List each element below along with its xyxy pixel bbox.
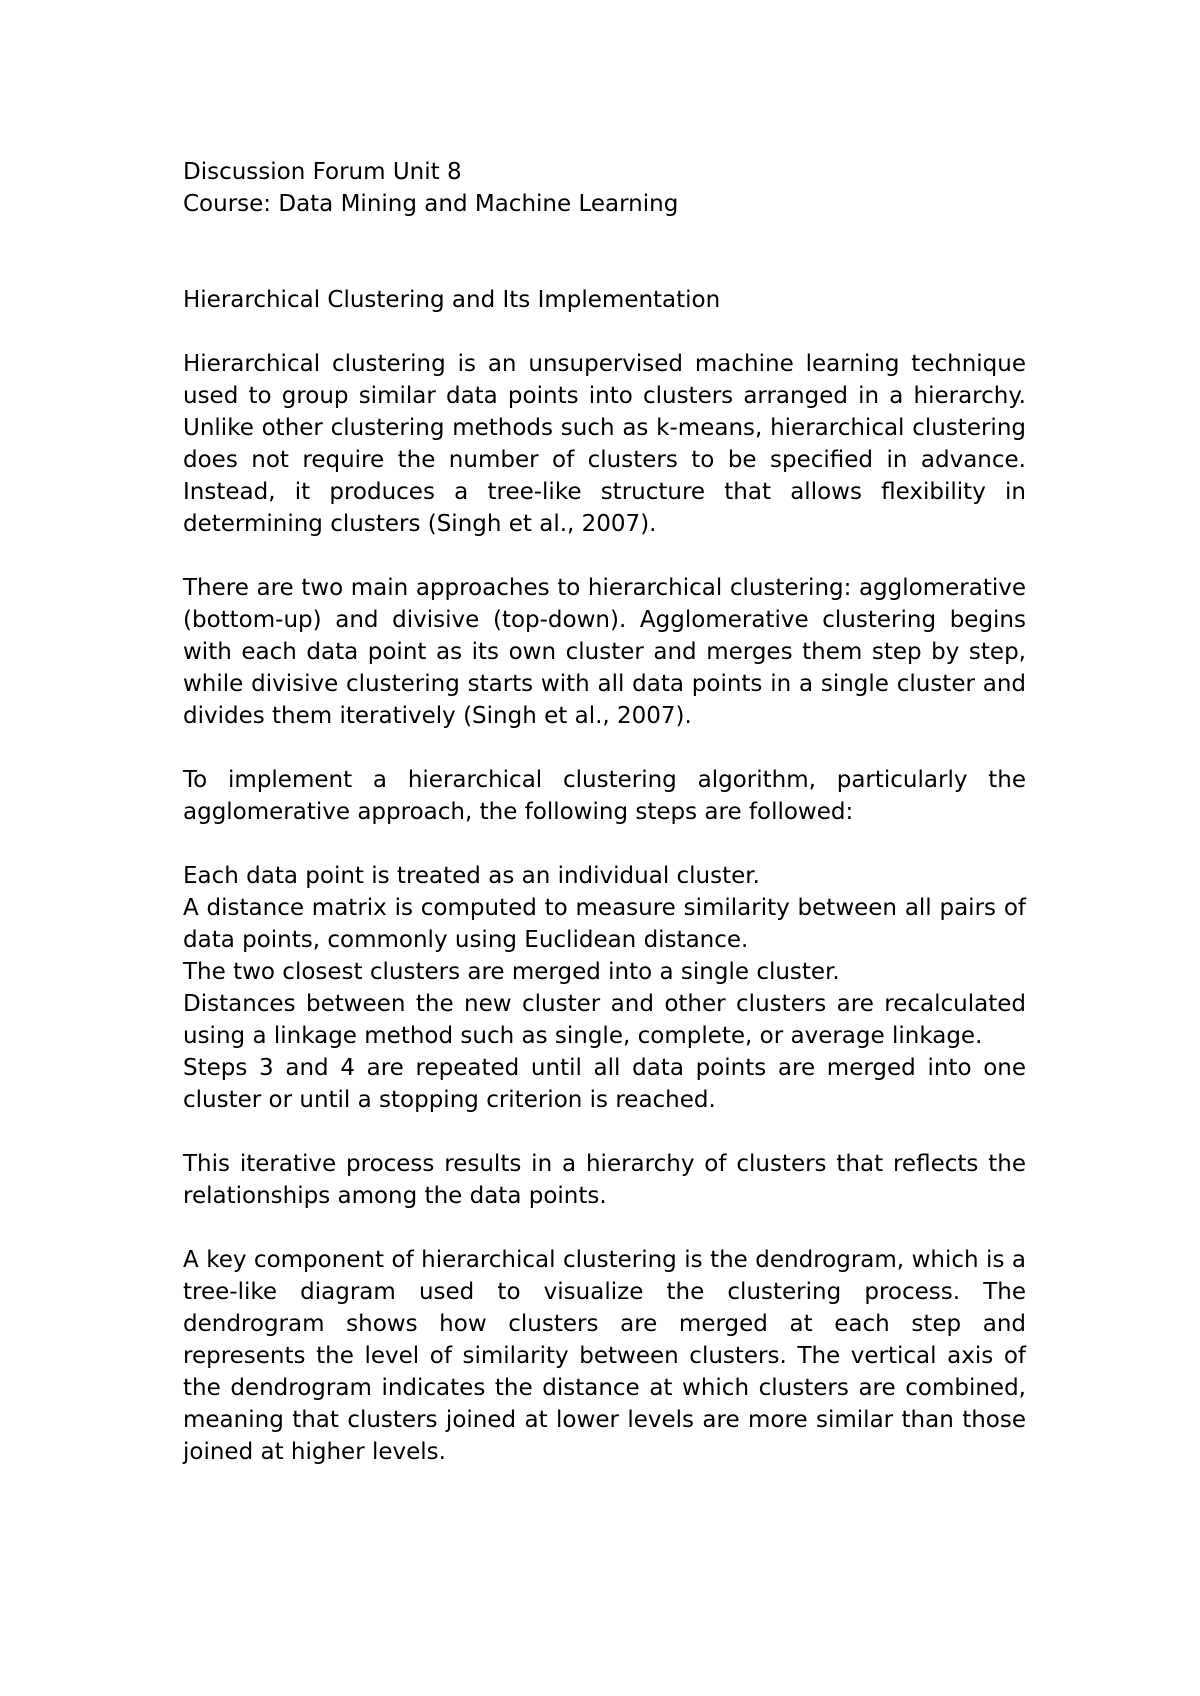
list-item: A distance matrix is computed to measure similarity between all pairs of data points, commonly using Euclidean distance. [183,895,1026,953]
list-item: The two closest clusters are merged into a single cluster. [183,959,840,985]
implementation-paragraph: To implement a hierarchical clustering algorithm, particularly the agglomerative approach, the following steps are followed: [183,767,1026,825]
dendrogram-paragraph: A key component of hierarchical clustering is the dendrogram, which is a tree-like diagram used to visualize the clustering process. The dendrogram shows how clusters are merged at each step and represents the level of similarity between clusters. The vertical axis of the dendrogram indicates the distance at which clusters are combined, meaning that clusters joined at lower levels are more similar than those joined at higher levels. [183,1247,1026,1465]
iterative-process-paragraph: This iterative process results in a hierarchy of clusters that reflects the relationships among the data points. [183,1151,1026,1209]
spacer [183,316,1026,348]
document-title: Hierarchical Clustering and Its Implementation [183,287,721,313]
list-item: Steps 3 and 4 are repeated until all data points are merged into one cluster or until a stopping criterion is reached. [183,1055,1026,1113]
intro-paragraph: Hierarchical clustering is an unsupervised machine learning technique used to group similar data points into clusters arranged in a hierarchy. Unlike other clustering methods such as k-means, hierarchical clustering does not require the number of clusters to be specified in advance. Instead, it produces a tree-like structure that allows flexibility in determining clusters (Singh et al., 2007). [183,351,1026,537]
spacer [183,540,1026,572]
approaches-paragraph: There are two main approaches to hierarchical clustering: agglomerative (bottom-up) and divisive (top-down). Agglomerative clustering begins with each data point as its own cluster and merges them step by step, while divisive clustering starts with all data points in a single cluster and divides them iteratively (Singh et al., 2007). [183,575,1026,729]
spacer [183,1212,1026,1244]
algorithm-steps-list [183,860,1026,1116]
course-heading: Course: Data Mining and Machine Learning [183,191,679,217]
spacer [183,220,1026,284]
document-page [183,156,1026,1468]
spacer [183,828,1026,860]
list-item: Distances between the new cluster and other clusters are recalculated using a linkage method such as single, complete, or average linkage. [183,991,1026,1049]
spacer [183,1116,1026,1148]
forum-unit-heading: Discussion Forum Unit 8 [183,159,462,185]
list-item: Each data point is treated as an individual cluster. [183,863,760,889]
spacer [183,732,1026,764]
